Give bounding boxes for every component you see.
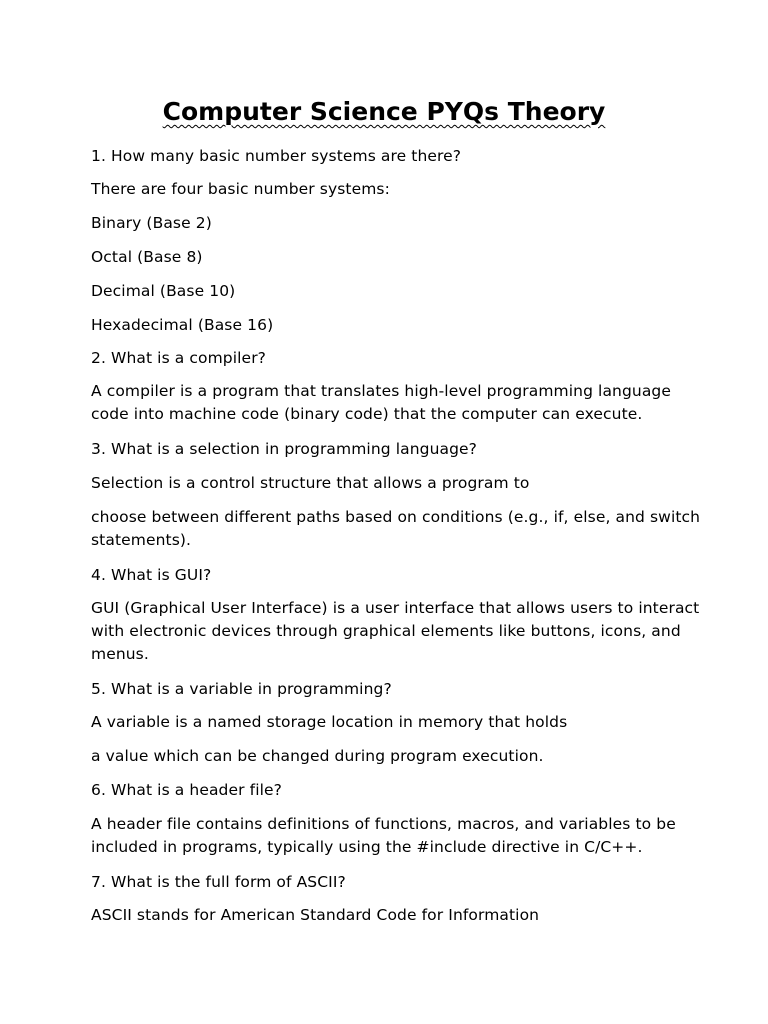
question-3: 3. What is a selection in programming language? [91, 440, 478, 458]
question-7: 7. What is the full form of ASCII? [91, 873, 346, 891]
question-6: 6. What is a header file? [91, 781, 282, 799]
question-1: 1. How many basic number systems are there? [91, 147, 462, 165]
question-4: 4. What is GUI? [91, 566, 212, 584]
answer-6: A header file contains definitions of functions, macros, and variables to be included in programs, typically using the #include directive in C/C++. [91, 815, 676, 856]
answer-1-binary: Binary (Base 2) [91, 214, 212, 232]
answer-5-part-2: a value which can be changed during program execution. [91, 747, 544, 765]
answer-7: ASCII stands for American Standard Code for Information [91, 906, 540, 924]
answer-5-part-1: A variable is a named storage location in memory that holds [91, 713, 568, 731]
question-2: 2. What is a compiler? [91, 349, 266, 367]
answer-1-octal: Octal (Base 8) [91, 248, 203, 266]
answer-1-decimal: Decimal (Base 10) [91, 282, 236, 300]
answer-2: A compiler is a program that translates high-level programming language code into machine code (binary code) that the computer can execute. [91, 382, 672, 423]
answer-4: GUI (Graphical User Interface) is a user interface that allows users to interact with electronic devices through graphical elements like buttons, icons, and menus. [91, 599, 700, 663]
answer-3-part-1: Selection is a control structure that allows a program to [91, 474, 530, 492]
page-title: Computer Science PYQs Theory [162, 97, 606, 126]
question-5: 5. What is a variable in programming? [91, 680, 392, 698]
answer-3-part-2: choose between different paths based on conditions (e.g., if, else, and switch statements). [91, 508, 701, 549]
answer-1-hexadecimal: Hexadecimal (Base 16) [91, 316, 274, 334]
answer-1-intro: There are four basic number systems: [91, 180, 390, 198]
